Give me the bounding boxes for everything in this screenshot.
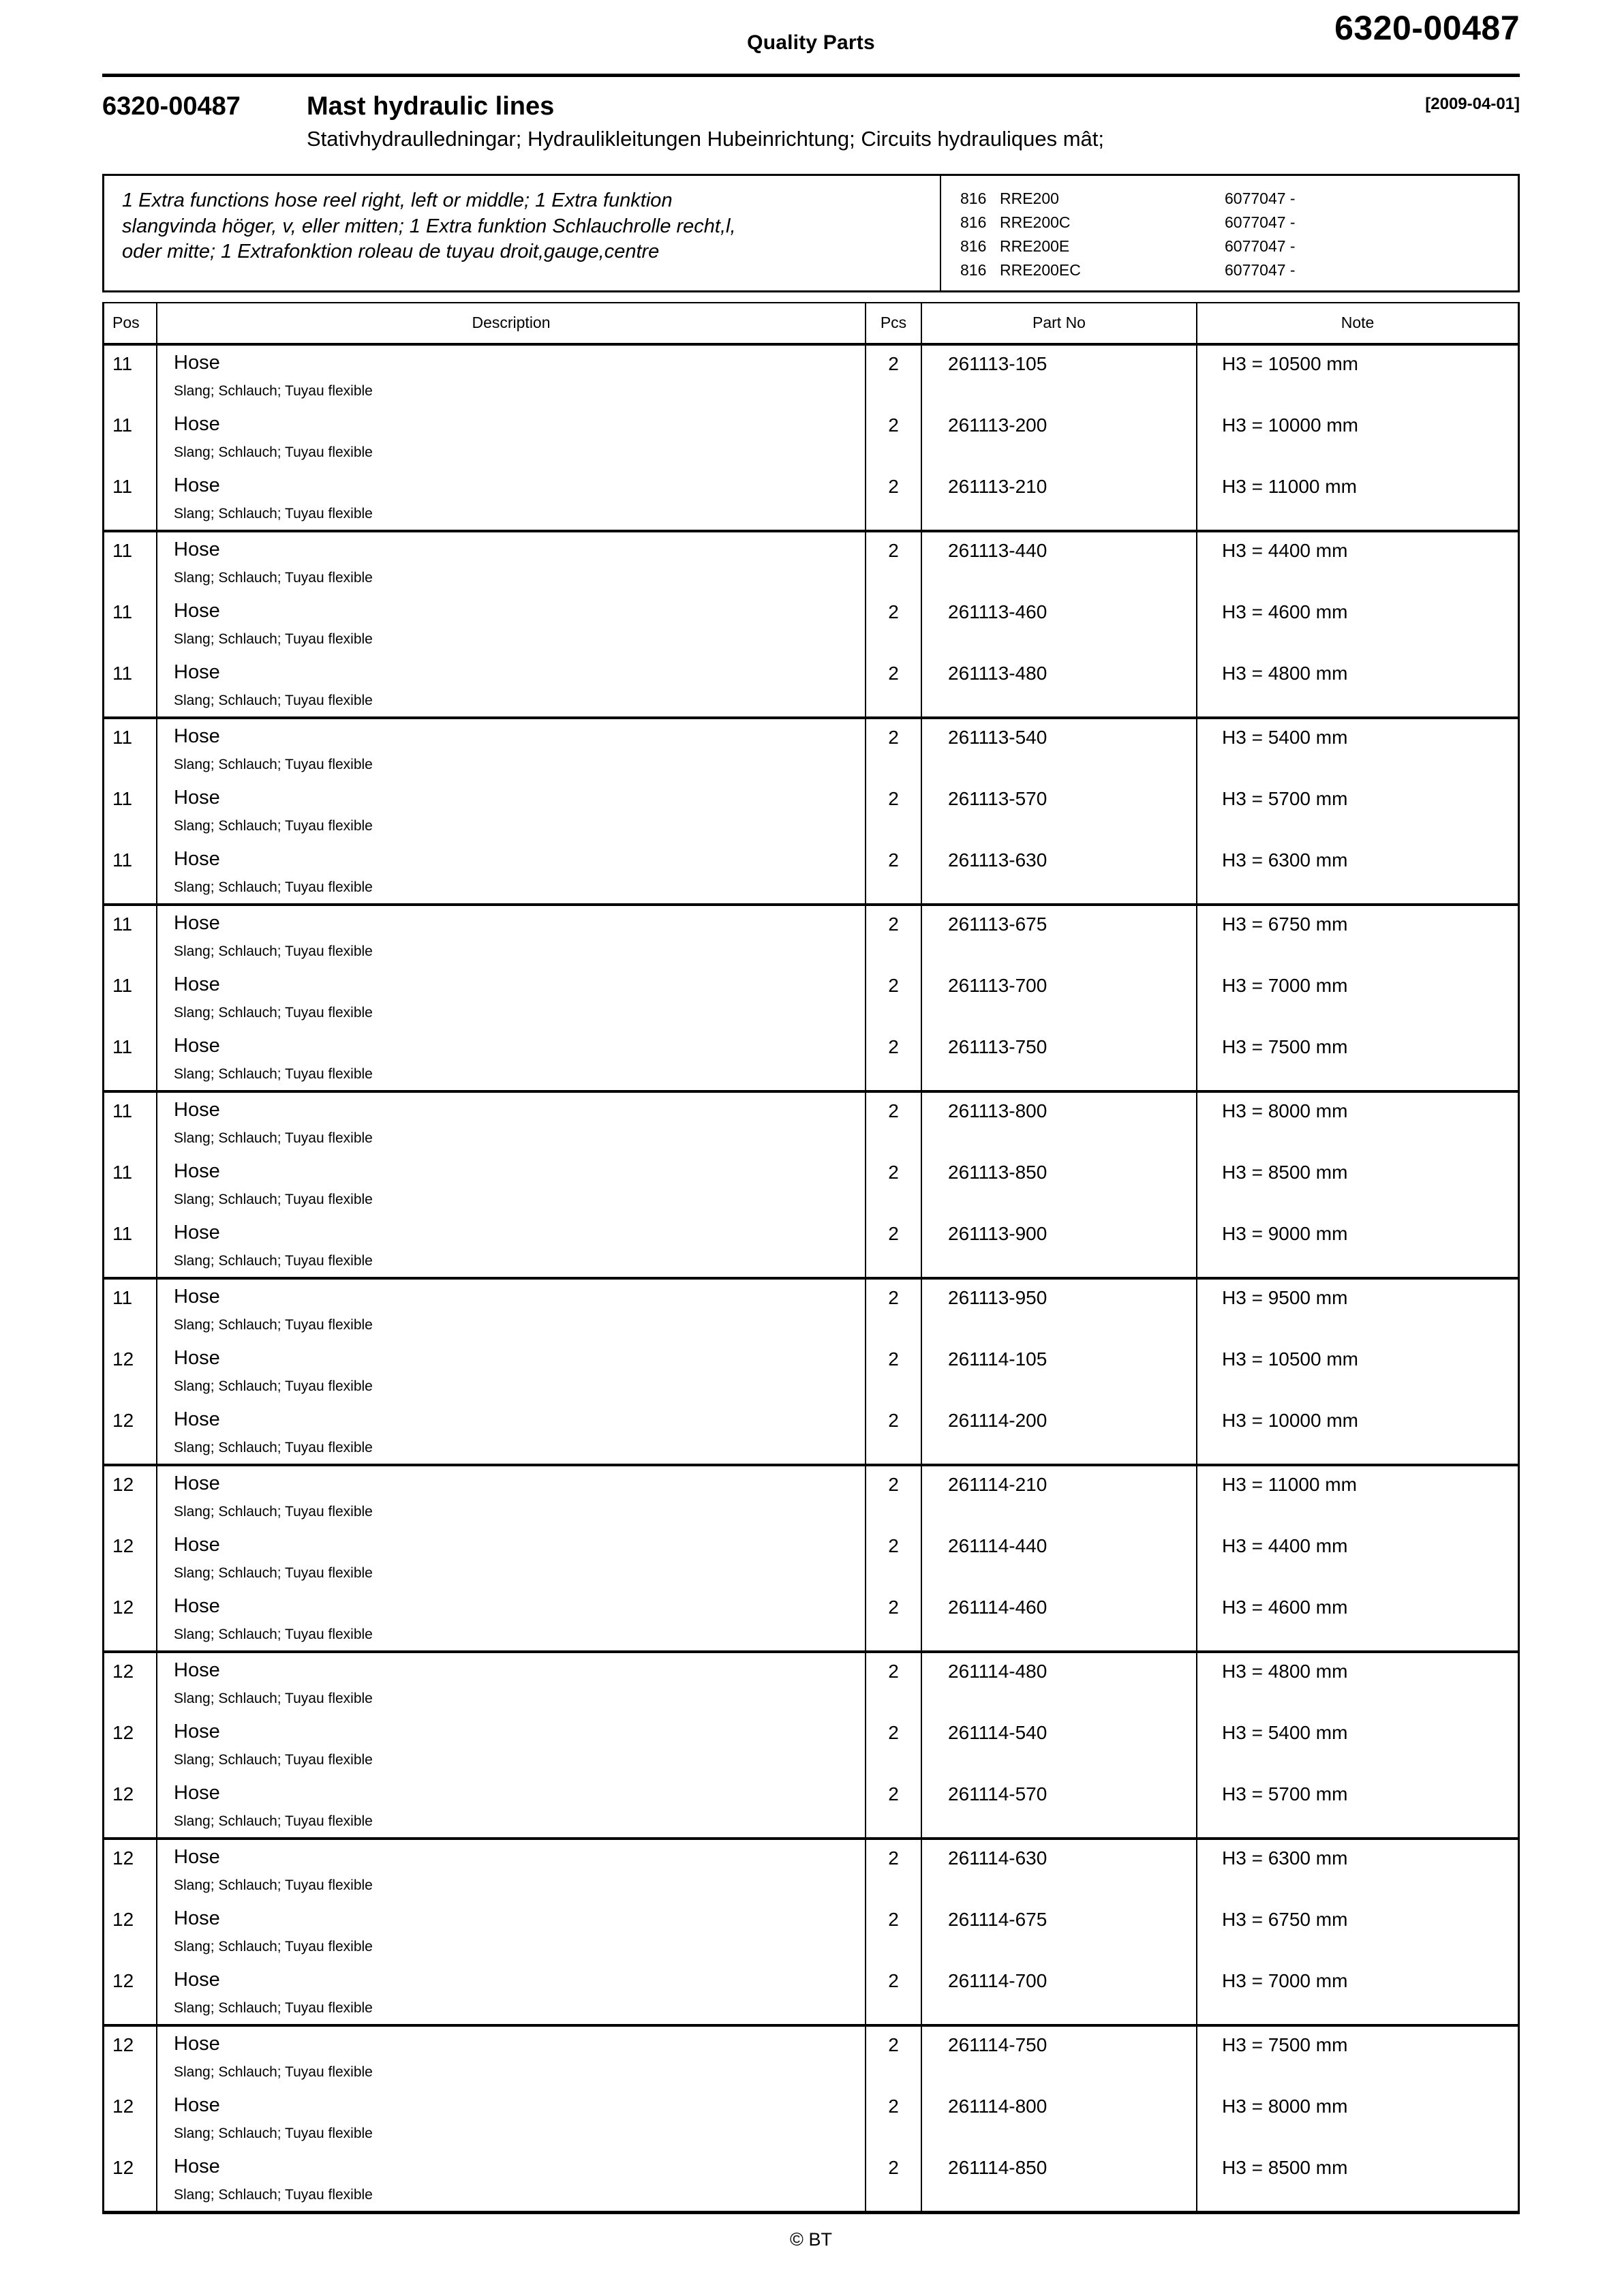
cell-note: H3 = 5700 mm bbox=[1196, 781, 1518, 842]
description-translations: Slang; Schlauch; Tuyau flexible bbox=[174, 1938, 373, 1954]
table-row[interactable] bbox=[104, 2088, 1518, 2149]
model-group: 816 bbox=[960, 213, 987, 231]
title-code: 6320-00487 bbox=[102, 92, 241, 121]
cell-description bbox=[156, 1280, 865, 1341]
cell-pos: 11 bbox=[112, 601, 133, 622]
cell-description bbox=[156, 1528, 865, 1589]
cell-pos: 12 bbox=[112, 2034, 134, 2055]
model-name: RRE200E bbox=[1000, 237, 1070, 255]
table-row[interactable] bbox=[104, 1402, 1518, 1464]
model-name: RRE200C bbox=[1000, 213, 1071, 231]
cell-part-no[interactable]: 261114-570 bbox=[921, 1776, 1196, 1837]
table-row[interactable] bbox=[104, 594, 1518, 655]
cell-pos: 11 bbox=[112, 974, 133, 996]
cell-description bbox=[156, 781, 865, 842]
cell-pos: 11 bbox=[112, 913, 133, 935]
cell-pos: 12 bbox=[112, 1348, 134, 1370]
cell-part-no[interactable]: 261113-850 bbox=[921, 1154, 1196, 1215]
header-center-title: Quality Parts bbox=[747, 31, 875, 54]
cell-pcs: 2 bbox=[865, 1341, 921, 1402]
cell-pos: 11 bbox=[112, 352, 133, 374]
cell-pos: 11 bbox=[112, 414, 133, 436]
title-subtitle-translations: Stativhydraulledningar; Hydraulikleitungen Hubeinrichtung; Circuits hydrauliques mât; bbox=[307, 127, 1105, 151]
table-row[interactable] bbox=[104, 1466, 1518, 1528]
cell-pcs: 2 bbox=[865, 781, 921, 842]
cell-part-no[interactable]: 261113-950 bbox=[921, 1280, 1196, 1341]
parts-table-header-row bbox=[104, 303, 1518, 343]
cell-note: H3 = 8500 mm bbox=[1196, 2149, 1518, 2211]
cell-part-no[interactable]: 261114-750 bbox=[921, 2027, 1196, 2088]
cell-pcs: 2 bbox=[865, 468, 921, 530]
description-primary: Hose bbox=[174, 661, 220, 683]
cell-part-no[interactable]: 261114-540 bbox=[921, 1715, 1196, 1776]
cell-part-no[interactable]: 261114-700 bbox=[921, 1963, 1196, 2024]
cell-description bbox=[156, 1840, 865, 1901]
cell-note: H3 = 6300 mm bbox=[1196, 1840, 1518, 1901]
table-row-group bbox=[104, 906, 1518, 1093]
table-row[interactable] bbox=[104, 1154, 1518, 1215]
page-header bbox=[102, 0, 1520, 74]
cell-part-no[interactable]: 261113-440 bbox=[921, 532, 1196, 594]
cell-part-no[interactable]: 261114-440 bbox=[921, 1528, 1196, 1589]
info-description-line-2: slangvinda höger, v, eller mitten; 1 Extra funktion Schlauchrolle recht,l, bbox=[122, 215, 736, 237]
cell-description bbox=[156, 1653, 865, 1715]
table-row[interactable] bbox=[104, 468, 1518, 530]
cell-note: H3 = 8500 mm bbox=[1196, 1154, 1518, 1215]
table-row[interactable] bbox=[104, 655, 1518, 716]
table-row[interactable] bbox=[104, 346, 1518, 407]
cell-part-no[interactable]: 261113-630 bbox=[921, 842, 1196, 903]
cell-pcs: 2 bbox=[865, 1776, 921, 1837]
description-translations: Slang; Schlauch; Tuyau flexible bbox=[174, 756, 373, 772]
table-row[interactable] bbox=[104, 906, 1518, 967]
description-primary: Hose bbox=[174, 1408, 220, 1430]
cell-pos: 12 bbox=[112, 1783, 134, 1804]
cell-pos: 12 bbox=[112, 1535, 134, 1556]
table-row-group bbox=[104, 346, 1518, 532]
description-translations: Slang; Schlauch; Tuyau flexible bbox=[174, 1999, 373, 2016]
table-row[interactable] bbox=[104, 1776, 1518, 1837]
cell-pcs: 2 bbox=[865, 1402, 921, 1464]
cell-part-no[interactable]: 261114-675 bbox=[921, 1901, 1196, 1963]
cell-part-no[interactable]: 261114-630 bbox=[921, 1840, 1196, 1901]
table-row-group bbox=[104, 2027, 1518, 2211]
page-title: Mast hydraulic lines bbox=[307, 92, 555, 121]
description-primary: Hose bbox=[174, 1034, 220, 1057]
cell-description bbox=[156, 2149, 865, 2211]
cell-pcs: 2 bbox=[865, 1093, 921, 1154]
table-row[interactable] bbox=[104, 1093, 1518, 1154]
cell-pos: 11 bbox=[112, 1286, 133, 1308]
table-row[interactable] bbox=[104, 2149, 1518, 2211]
table-row[interactable] bbox=[104, 1341, 1518, 1402]
cell-description bbox=[156, 1901, 865, 1963]
table-row[interactable] bbox=[104, 1653, 1518, 1715]
cell-part-no[interactable]: 261114-210 bbox=[921, 1466, 1196, 1528]
column-header-note: Note bbox=[1196, 303, 1518, 343]
cell-note: H3 = 6750 mm bbox=[1196, 1901, 1518, 1963]
description-translations: Slang; Schlauch; Tuyau flexible bbox=[174, 1503, 373, 1520]
cell-description bbox=[156, 1341, 865, 1402]
cell-part-no[interactable]: 261113-460 bbox=[921, 594, 1196, 655]
description-primary: Hose bbox=[174, 1098, 220, 1121]
cell-part-no[interactable]: 261113-480 bbox=[921, 655, 1196, 716]
cell-pcs: 2 bbox=[865, 532, 921, 594]
cell-note: H3 = 9000 mm bbox=[1196, 1215, 1518, 1277]
cell-part-no[interactable]: 261113-675 bbox=[921, 906, 1196, 967]
cell-note: H3 = 7500 mm bbox=[1196, 2027, 1518, 2088]
cell-part-no[interactable]: 261114-480 bbox=[921, 1653, 1196, 1715]
header-document-number: 6320-00487 bbox=[1334, 9, 1520, 47]
model-group: 816 bbox=[960, 237, 987, 255]
cell-pos: 12 bbox=[112, 2156, 134, 2178]
column-header-description: Description bbox=[156, 303, 865, 343]
table-row[interactable] bbox=[104, 532, 1518, 594]
cell-part-no[interactable]: 261113-210 bbox=[921, 468, 1196, 530]
cell-pcs: 2 bbox=[865, 2088, 921, 2149]
cell-note: H3 = 4400 mm bbox=[1196, 1528, 1518, 1589]
description-translations: Slang; Schlauch; Tuyau flexible bbox=[174, 1066, 373, 1082]
description-primary: Hose bbox=[174, 2032, 220, 2055]
cell-description bbox=[156, 407, 865, 468]
cell-description bbox=[156, 1093, 865, 1154]
description-primary: Hose bbox=[174, 1845, 220, 1868]
description-primary: Hose bbox=[174, 1907, 220, 1929]
cell-description bbox=[156, 1154, 865, 1215]
revision-date: [2009-04-01] bbox=[1425, 95, 1520, 113]
model-serial-range: 6077047 - bbox=[1225, 237, 1296, 255]
cell-note: H3 = 11000 mm bbox=[1196, 468, 1518, 530]
description-translations: Slang; Schlauch; Tuyau flexible bbox=[174, 879, 373, 895]
table-row[interactable] bbox=[104, 1029, 1518, 1090]
cell-note: H3 = 8000 mm bbox=[1196, 1093, 1518, 1154]
description-translations: Slang; Schlauch; Tuyau flexible bbox=[174, 631, 373, 647]
description-primary: Hose bbox=[174, 1533, 220, 1556]
cell-note: H3 = 4400 mm bbox=[1196, 532, 1518, 594]
cell-pcs: 2 bbox=[865, 2149, 921, 2211]
parts-table bbox=[102, 302, 1520, 2211]
description-translations: Slang; Schlauch; Tuyau flexible bbox=[174, 2186, 373, 2203]
description-primary: Hose bbox=[174, 1968, 220, 1991]
cell-description bbox=[156, 1776, 865, 1837]
info-box-models bbox=[941, 176, 1518, 290]
cell-pos: 12 bbox=[112, 1969, 134, 1991]
cell-description bbox=[156, 1402, 865, 1464]
cell-note: H3 = 7000 mm bbox=[1196, 967, 1518, 1029]
cell-pos: 11 bbox=[112, 1036, 133, 1057]
model-serial-range: 6077047 - bbox=[1225, 213, 1296, 231]
cell-pcs: 2 bbox=[865, 346, 921, 407]
cell-part-no[interactable]: 261114-800 bbox=[921, 2088, 1196, 2149]
cell-description bbox=[156, 1589, 865, 1650]
description-translations: Slang; Schlauch; Tuyau flexible bbox=[174, 1378, 373, 1394]
cell-note: H3 = 10000 mm bbox=[1196, 407, 1518, 468]
description-primary: Hose bbox=[174, 1472, 220, 1494]
cell-part-no[interactable]: 261113-540 bbox=[921, 719, 1196, 781]
description-translations: Slang; Schlauch; Tuyau flexible bbox=[174, 1813, 373, 1829]
description-translations: Slang; Schlauch; Tuyau flexible bbox=[174, 1439, 373, 1455]
cell-pcs: 2 bbox=[865, 1528, 921, 1589]
description-translations: Slang; Schlauch; Tuyau flexible bbox=[174, 692, 373, 708]
cell-pcs: 2 bbox=[865, 1653, 921, 1715]
description-primary: Hose bbox=[174, 2155, 220, 2177]
table-row[interactable] bbox=[104, 781, 1518, 842]
model-name: RRE200 bbox=[1000, 190, 1059, 207]
cell-description bbox=[156, 594, 865, 655]
cell-note: H3 = 10500 mm bbox=[1196, 1341, 1518, 1402]
table-row-group bbox=[104, 1653, 1518, 1840]
cell-part-no[interactable]: 261114-460 bbox=[921, 1589, 1196, 1650]
info-box-description bbox=[104, 176, 941, 290]
table-row-group bbox=[104, 1093, 1518, 1280]
cell-pcs: 2 bbox=[865, 1280, 921, 1341]
cell-pos: 12 bbox=[112, 1409, 134, 1431]
cell-part-no[interactable]: 261114-105 bbox=[921, 1341, 1196, 1402]
cell-description bbox=[156, 1963, 865, 2024]
table-row-group bbox=[104, 532, 1518, 719]
cell-pcs: 2 bbox=[865, 2027, 921, 2088]
description-translations: Slang; Schlauch; Tuyau flexible bbox=[174, 1191, 373, 1207]
cell-description bbox=[156, 1466, 865, 1528]
cell-part-no[interactable]: 261113-105 bbox=[921, 346, 1196, 407]
description-primary: Hose bbox=[174, 1221, 220, 1243]
cell-part-no[interactable]: 261113-750 bbox=[921, 1029, 1196, 1090]
description-translations: Slang; Schlauch; Tuyau flexible bbox=[174, 943, 373, 959]
column-header-pcs: Pcs bbox=[865, 303, 921, 343]
model-row bbox=[941, 235, 1518, 258]
table-row[interactable] bbox=[104, 1589, 1518, 1650]
parts-table-body bbox=[104, 346, 1518, 2211]
table-row[interactable] bbox=[104, 1963, 1518, 2024]
cell-pcs: 2 bbox=[865, 719, 921, 781]
cell-note: H3 = 4600 mm bbox=[1196, 594, 1518, 655]
description-primary: Hose bbox=[174, 725, 220, 747]
cell-description bbox=[156, 2088, 865, 2149]
table-row[interactable] bbox=[104, 1840, 1518, 1901]
cell-pcs: 2 bbox=[865, 906, 921, 967]
description-translations: Slang; Schlauch; Tuyau flexible bbox=[174, 1004, 373, 1021]
description-translations: Slang; Schlauch; Tuyau flexible bbox=[174, 1877, 373, 1893]
title-block bbox=[102, 77, 1520, 159]
description-translations: Slang; Schlauch; Tuyau flexible bbox=[174, 1316, 373, 1333]
description-translations: Slang; Schlauch; Tuyau flexible bbox=[174, 1130, 373, 1146]
description-primary: Hose bbox=[174, 474, 220, 496]
description-translations: Slang; Schlauch; Tuyau flexible bbox=[174, 2064, 373, 2080]
cell-part-no[interactable]: 261113-700 bbox=[921, 967, 1196, 1029]
cell-description bbox=[156, 532, 865, 594]
cell-part-no[interactable]: 261113-800 bbox=[921, 1093, 1196, 1154]
cell-pcs: 2 bbox=[865, 1215, 921, 1277]
cell-pos: 12 bbox=[112, 1596, 134, 1618]
cell-pos: 11 bbox=[112, 849, 133, 871]
description-translations: Slang; Schlauch; Tuyau flexible bbox=[174, 1626, 373, 1642]
cell-pos: 12 bbox=[112, 1473, 134, 1495]
cell-note: H3 = 7000 mm bbox=[1196, 1963, 1518, 2024]
cell-pos: 12 bbox=[112, 1847, 134, 1869]
description-translations: Slang; Schlauch; Tuyau flexible bbox=[174, 817, 373, 834]
cell-pos: 11 bbox=[112, 1161, 133, 1183]
table-row[interactable] bbox=[104, 967, 1518, 1029]
column-header-pos: Pos bbox=[112, 314, 140, 332]
table-row-group bbox=[104, 1840, 1518, 2027]
cell-part-no[interactable]: 261113-900 bbox=[921, 1215, 1196, 1277]
description-primary: Hose bbox=[174, 538, 220, 560]
cell-part-no[interactable]: 261113-570 bbox=[921, 781, 1196, 842]
cell-note: H3 = 10000 mm bbox=[1196, 1402, 1518, 1464]
cell-description bbox=[156, 719, 865, 781]
description-primary: Hose bbox=[174, 1285, 220, 1308]
cell-note: H3 = 4600 mm bbox=[1196, 1589, 1518, 1650]
cell-note: H3 = 4800 mm bbox=[1196, 655, 1518, 716]
table-row[interactable] bbox=[104, 1901, 1518, 1963]
description-primary: Hose bbox=[174, 599, 220, 622]
description-primary: Hose bbox=[174, 847, 220, 870]
cell-note: H3 = 5400 mm bbox=[1196, 719, 1518, 781]
cell-description bbox=[156, 2027, 865, 2088]
cell-description bbox=[156, 1029, 865, 1090]
cell-pcs: 2 bbox=[865, 407, 921, 468]
cell-description bbox=[156, 967, 865, 1029]
cell-pos: 12 bbox=[112, 1908, 134, 1930]
cell-note: H3 = 4800 mm bbox=[1196, 1653, 1518, 1715]
description-translations: Slang; Schlauch; Tuyau flexible bbox=[174, 1690, 373, 1706]
cell-pcs: 2 bbox=[865, 1963, 921, 2024]
cell-pcs: 2 bbox=[865, 1715, 921, 1776]
cell-note: H3 = 7500 mm bbox=[1196, 1029, 1518, 1090]
cell-pcs: 2 bbox=[865, 1154, 921, 1215]
cell-pcs: 2 bbox=[865, 1589, 921, 1650]
description-primary: Hose bbox=[174, 1781, 220, 1804]
description-translations: Slang; Schlauch; Tuyau flexible bbox=[174, 1751, 373, 1768]
cell-pos: 11 bbox=[112, 662, 133, 684]
info-box bbox=[102, 174, 1520, 292]
cell-pcs: 2 bbox=[865, 1029, 921, 1090]
model-row bbox=[941, 258, 1518, 282]
description-translations: Slang; Schlauch; Tuyau flexible bbox=[174, 2125, 373, 2141]
model-serial-range: 6077047 - bbox=[1225, 190, 1296, 207]
model-group: 816 bbox=[960, 260, 987, 279]
cell-pos: 12 bbox=[112, 1660, 134, 1682]
description-primary: Hose bbox=[174, 786, 220, 809]
description-primary: Hose bbox=[174, 2094, 220, 2116]
table-row[interactable] bbox=[104, 1280, 1518, 1341]
cell-note: H3 = 6750 mm bbox=[1196, 906, 1518, 967]
info-description-line-3: oder mitte; 1 Extrafonktion roleau de tuyau droit,gauge,centre bbox=[122, 241, 660, 263]
cell-pos: 12 bbox=[112, 2095, 134, 2117]
table-row[interactable] bbox=[104, 1215, 1518, 1277]
cell-description bbox=[156, 1215, 865, 1277]
cell-pos: 11 bbox=[112, 1222, 133, 1244]
cell-pcs: 2 bbox=[865, 1901, 921, 1963]
description-primary: Hose bbox=[174, 911, 220, 934]
cell-pcs: 2 bbox=[865, 1840, 921, 1901]
description-primary: Hose bbox=[174, 1160, 220, 1182]
cell-note: H3 = 6300 mm bbox=[1196, 842, 1518, 903]
cell-pos: 11 bbox=[112, 726, 133, 748]
table-row-group bbox=[104, 719, 1518, 906]
description-primary: Hose bbox=[174, 412, 220, 435]
description-primary: Hose bbox=[174, 1595, 220, 1617]
description-translations: Slang; Schlauch; Tuyau flexible bbox=[174, 569, 373, 586]
cell-note: H3 = 11000 mm bbox=[1196, 1466, 1518, 1528]
page-footer: © BT bbox=[790, 2229, 832, 2250]
model-serial-range: 6077047 - bbox=[1225, 260, 1296, 279]
description-primary: Hose bbox=[174, 973, 220, 995]
table-row[interactable] bbox=[104, 407, 1518, 468]
cell-note: H3 = 5400 mm bbox=[1196, 1715, 1518, 1776]
table-row[interactable] bbox=[104, 1528, 1518, 1589]
info-description-line-1: 1 Extra functions hose reel right, left or middle; 1 Extra funktion bbox=[122, 190, 673, 211]
description-translations: Slang; Schlauch; Tuyau flexible bbox=[174, 444, 373, 460]
cell-part-no[interactable]: 261114-850 bbox=[921, 2149, 1196, 2211]
cell-description bbox=[156, 906, 865, 967]
table-row[interactable] bbox=[104, 2027, 1518, 2088]
model-group: 816 bbox=[960, 190, 987, 207]
model-row bbox=[941, 187, 1518, 211]
cell-note: H3 = 9500 mm bbox=[1196, 1280, 1518, 1341]
cell-pos: 12 bbox=[112, 1721, 134, 1743]
cell-pcs: 2 bbox=[865, 1466, 921, 1528]
cell-note: H3 = 10500 mm bbox=[1196, 346, 1518, 407]
model-name: RRE200EC bbox=[1000, 260, 1081, 279]
cell-description bbox=[156, 1715, 865, 1776]
cell-pcs: 2 bbox=[865, 594, 921, 655]
cell-note: H3 = 8000 mm bbox=[1196, 2088, 1518, 2149]
description-primary: Hose bbox=[174, 1346, 220, 1369]
cell-pos: 11 bbox=[112, 539, 133, 561]
cell-part-no[interactable]: 261114-200 bbox=[921, 1402, 1196, 1464]
cell-description bbox=[156, 842, 865, 903]
cell-description bbox=[156, 346, 865, 407]
cell-pos: 11 bbox=[112, 475, 133, 497]
description-translations: Slang; Schlauch; Tuyau flexible bbox=[174, 1252, 373, 1269]
cell-note: H3 = 5700 mm bbox=[1196, 1776, 1518, 1837]
cell-pcs: 2 bbox=[865, 842, 921, 903]
table-row[interactable] bbox=[104, 719, 1518, 781]
description-translations: Slang; Schlauch; Tuyau flexible bbox=[174, 382, 373, 399]
cell-pos: 11 bbox=[112, 1100, 133, 1121]
table-row-group bbox=[104, 1466, 1518, 1653]
cell-pos: 11 bbox=[112, 787, 133, 809]
table-row[interactable] bbox=[104, 842, 1518, 903]
model-row bbox=[941, 211, 1518, 235]
description-translations: Slang; Schlauch; Tuyau flexible bbox=[174, 505, 373, 522]
table-row[interactable] bbox=[104, 1715, 1518, 1776]
description-primary: Hose bbox=[174, 1720, 220, 1742]
cell-pcs: 2 bbox=[865, 967, 921, 1029]
description-translations: Slang; Schlauch; Tuyau flexible bbox=[174, 1565, 373, 1581]
description-primary: Hose bbox=[174, 1659, 220, 1681]
cell-description bbox=[156, 468, 865, 530]
cell-description bbox=[156, 655, 865, 716]
table-row-group bbox=[104, 1280, 1518, 1466]
cell-pcs: 2 bbox=[865, 655, 921, 716]
description-primary: Hose bbox=[174, 351, 220, 374]
cell-part-no[interactable]: 261113-200 bbox=[921, 407, 1196, 468]
column-header-part-no: Part No bbox=[921, 303, 1196, 343]
